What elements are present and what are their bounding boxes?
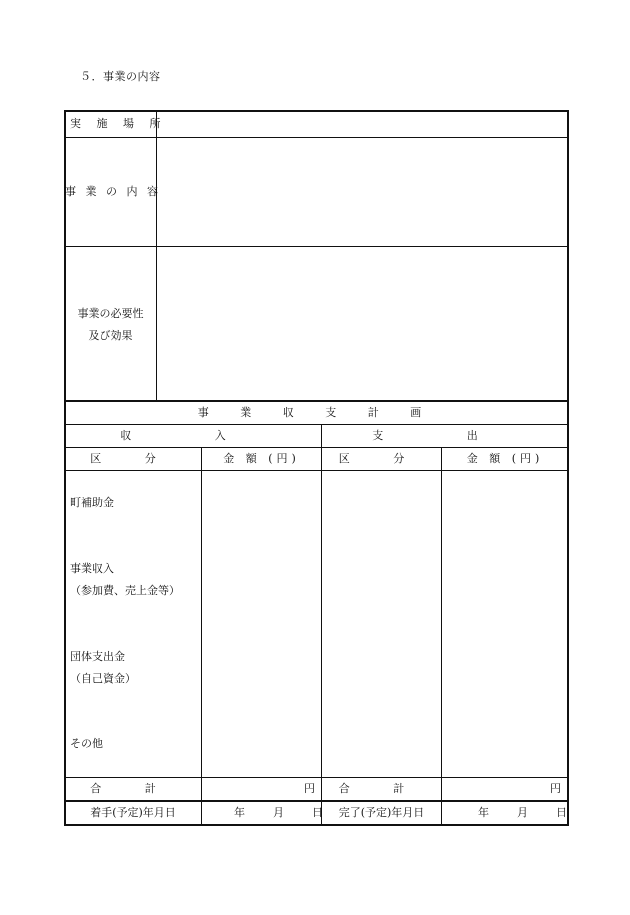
end-date-value[interactable]: 年 月 日 bbox=[478, 806, 569, 819]
expense-total-unit: 円 bbox=[550, 782, 561, 795]
income-item-business bbox=[70, 558, 180, 602]
divider bbox=[321, 424, 322, 825]
income-amount-field[interactable] bbox=[203, 472, 320, 776]
divider bbox=[65, 246, 568, 247]
content-field[interactable] bbox=[158, 139, 567, 245]
income-item-other bbox=[70, 733, 103, 755]
expense-category-header: 区 分 bbox=[338, 452, 425, 465]
necessity-label-line1: 事業の必要性 bbox=[77, 307, 144, 320]
income-amount-header: 金 額 (円) bbox=[223, 452, 300, 465]
location-label: 実 施 場 所 bbox=[70, 117, 167, 130]
start-date-value[interactable]: 年 月 日 bbox=[234, 806, 325, 819]
necessity-field[interactable] bbox=[158, 248, 567, 399]
divider bbox=[441, 447, 442, 825]
income-item-sublabel: （自己資金） bbox=[70, 672, 136, 685]
income-total-unit: 円 bbox=[304, 782, 315, 795]
income-item-label: その他 bbox=[70, 737, 103, 750]
income-category-header: 区 分 bbox=[90, 452, 176, 465]
divider bbox=[156, 111, 157, 401]
end-date-label: 完了(予定)年月日 bbox=[338, 806, 425, 819]
income-item-label: 事業収入 bbox=[70, 562, 114, 575]
income-item-subsidy bbox=[70, 492, 114, 514]
content-label: 事 業 の 内 容 bbox=[65, 185, 161, 198]
expense-total-label: 合 計 bbox=[338, 782, 425, 795]
divider bbox=[201, 447, 202, 825]
section-heading: ５．事業の内容 bbox=[80, 70, 161, 83]
income-item-group bbox=[70, 646, 136, 690]
necessity-label-line2: 及び効果 bbox=[88, 329, 133, 342]
expense-amount-header: 金 額 (円) bbox=[466, 452, 544, 465]
income-total-label: 合 計 bbox=[90, 782, 176, 795]
expense-amount-field[interactable] bbox=[443, 472, 567, 776]
location-field[interactable] bbox=[158, 112, 567, 136]
expense-header: 支 出 bbox=[372, 429, 518, 442]
divider bbox=[65, 470, 568, 471]
expense-category-field[interactable] bbox=[323, 472, 440, 776]
divider bbox=[65, 137, 568, 138]
income-item-sublabel: （参加費、売上金等） bbox=[70, 584, 180, 597]
plan-title: 事 業 収 支 計 画 bbox=[197, 406, 436, 419]
income-header: 収 入 bbox=[120, 429, 266, 442]
income-item-label: 団体支出金 bbox=[70, 650, 125, 663]
start-date-label: 着手(予定)年月日 bbox=[90, 806, 176, 819]
income-item-label: 町補助金 bbox=[70, 496, 114, 509]
